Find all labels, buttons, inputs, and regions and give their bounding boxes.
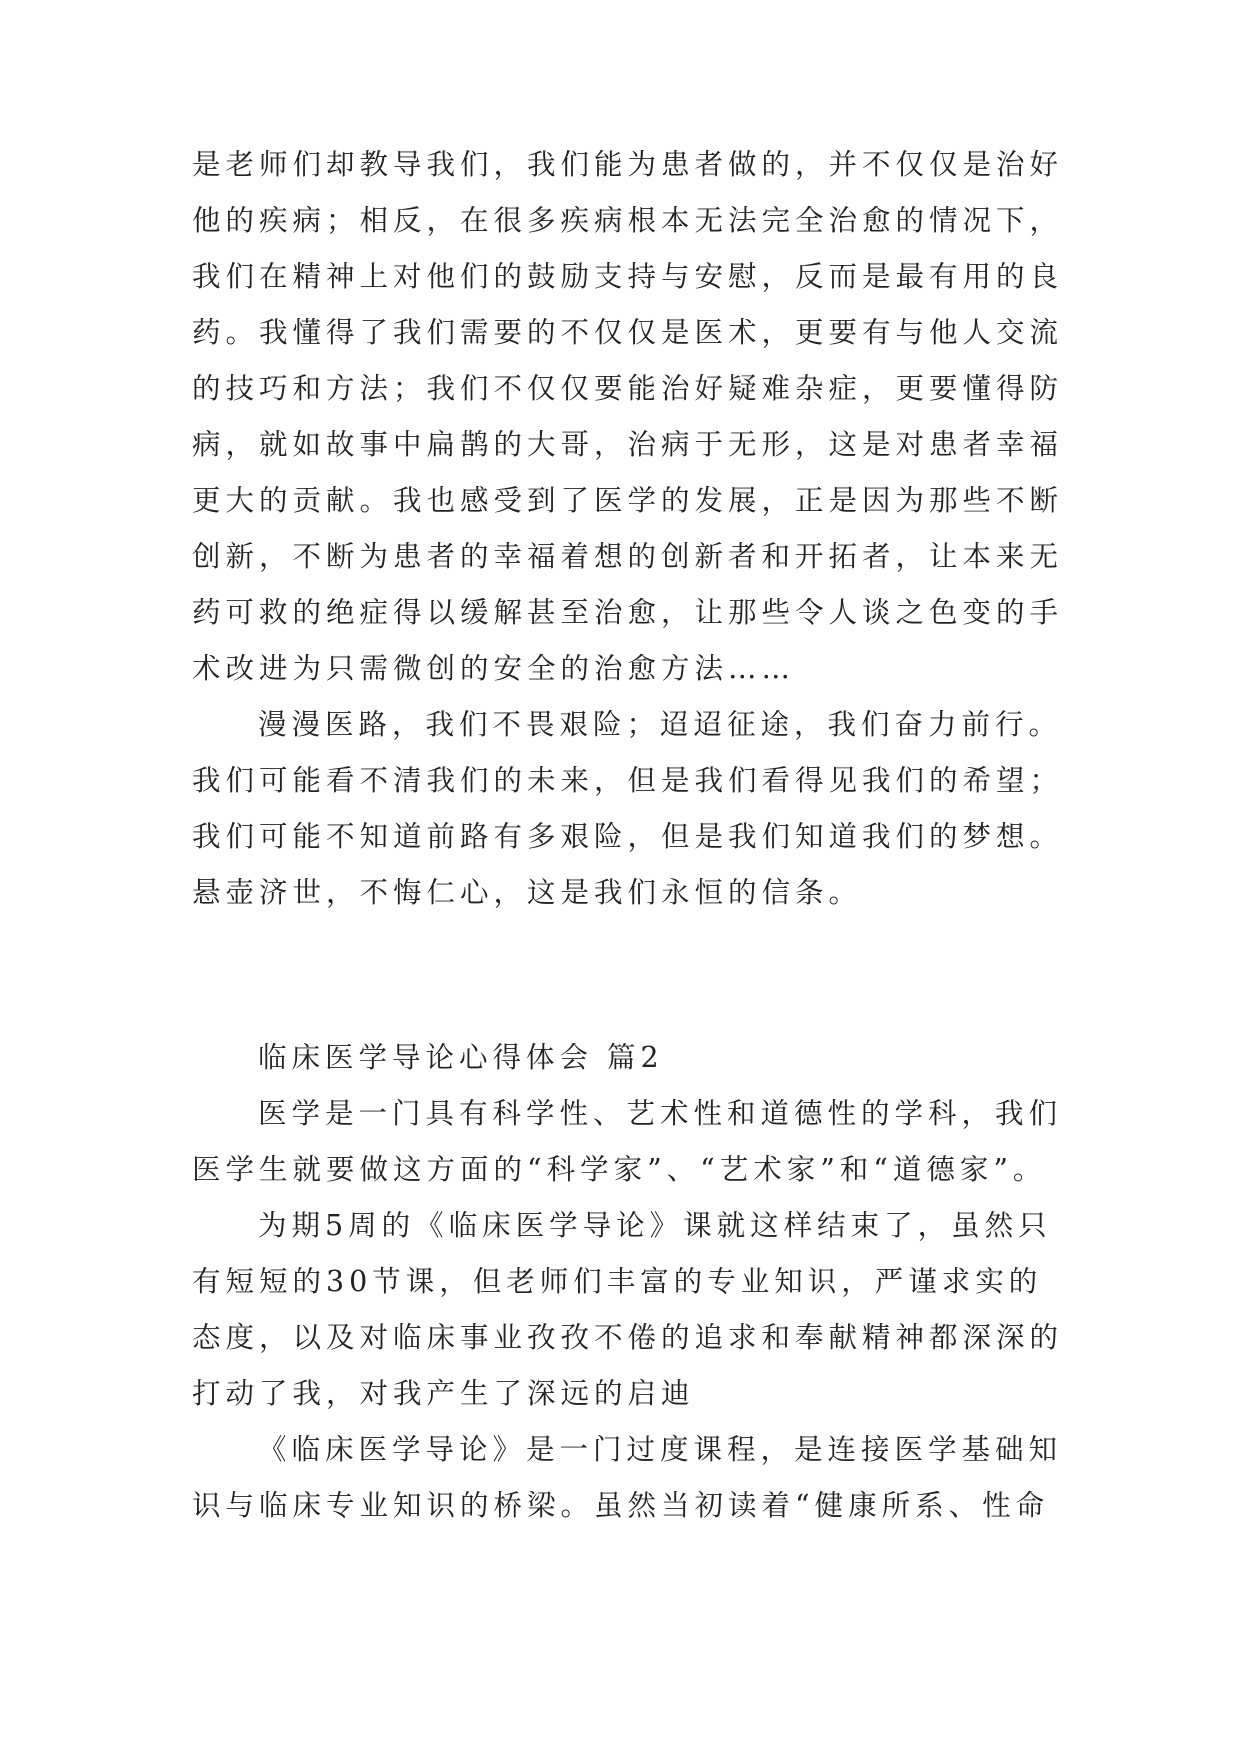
section-heading: [192, 1030, 1070, 1086]
text-line: 有短短的30节课，但老师们丰富的专业知识，严谨求实的: [192, 1265, 1043, 1298]
text-line: 态度，以及对临床事业孜孜不倦的追求和奉献精神都深深的: [192, 1321, 1064, 1354]
text-line: 打动了我，对我产生了深远的启迪: [192, 1377, 695, 1410]
heading-text: 临床医学导论心得体会 篇2: [258, 1041, 664, 1074]
text-line: 药可救的绝症得以缓解甚至治愈，让那些令人谈之色变的手: [192, 596, 1064, 629]
text-line: 医学生就要做这方面的“科学家”、“艺术家”和“道德家”。: [192, 1153, 1047, 1186]
text-line: 是老师们却教导我们，我们能为患者做的，并不仅仅是治好: [192, 148, 1064, 181]
text-line: 术改进为只需微创的安全的治愈方法……: [192, 652, 796, 685]
text-line: 悬壶济世，不悔仁心，这是我们永恒的信条。: [192, 876, 863, 909]
text-line: 为期5周的《临床医学导论》课就这样结束了，虽然只: [258, 1209, 1052, 1242]
text-line: 医学是一门具有科学性、艺术性和道德性的学科，我们: [258, 1097, 1063, 1130]
text-line: 创新，不断为患者的幸福着想的创新者和开拓者，让本来无: [192, 540, 1064, 573]
paragraph-closing: [192, 697, 1070, 921]
paragraph-course: [192, 1198, 1070, 1422]
text-line: 更大的贡献。我也感受到了医学的发展，正是因为那些不断: [192, 484, 1064, 517]
paragraph-intro: [192, 1086, 1070, 1198]
text-line: 药。我懂得了我们需要的不仅仅是医术，更要有与他人交流: [192, 316, 1064, 349]
paragraph-bridge: [192, 1422, 1070, 1534]
text-line: 病，就如故事中扁鹊的大哥，治病于无形，这是对患者幸福: [192, 428, 1064, 461]
text-line: 我们可能看不清我们的未来，但是我们看得见我们的希望；: [192, 764, 1064, 797]
text-line: 的技巧和方法；我们不仅仅要能治好疑难杂症，更要懂得防: [192, 372, 1064, 405]
paragraph-continuation: [192, 137, 1070, 697]
text-line: 《临床医学导论》是一门过度课程，是连接医学基础知: [258, 1433, 1063, 1466]
text-line: 识与临床专业知识的桥梁。虽然当初读着“健康所系、性命: [192, 1489, 1050, 1522]
text-line: 他的疾病；相反，在很多疾病根本无法完全治愈的情况下，: [192, 204, 1064, 237]
text-line: 我们在精神上对他们的鼓励支持与安慰，反而是最有用的良: [192, 260, 1064, 293]
text-line: 漫漫医路，我们不畏艰险；迢迢征途，我们奋力前行。: [258, 708, 1063, 741]
text-line: 我们可能不知道前路有多艰险，但是我们知道我们的梦想。: [192, 820, 1064, 853]
